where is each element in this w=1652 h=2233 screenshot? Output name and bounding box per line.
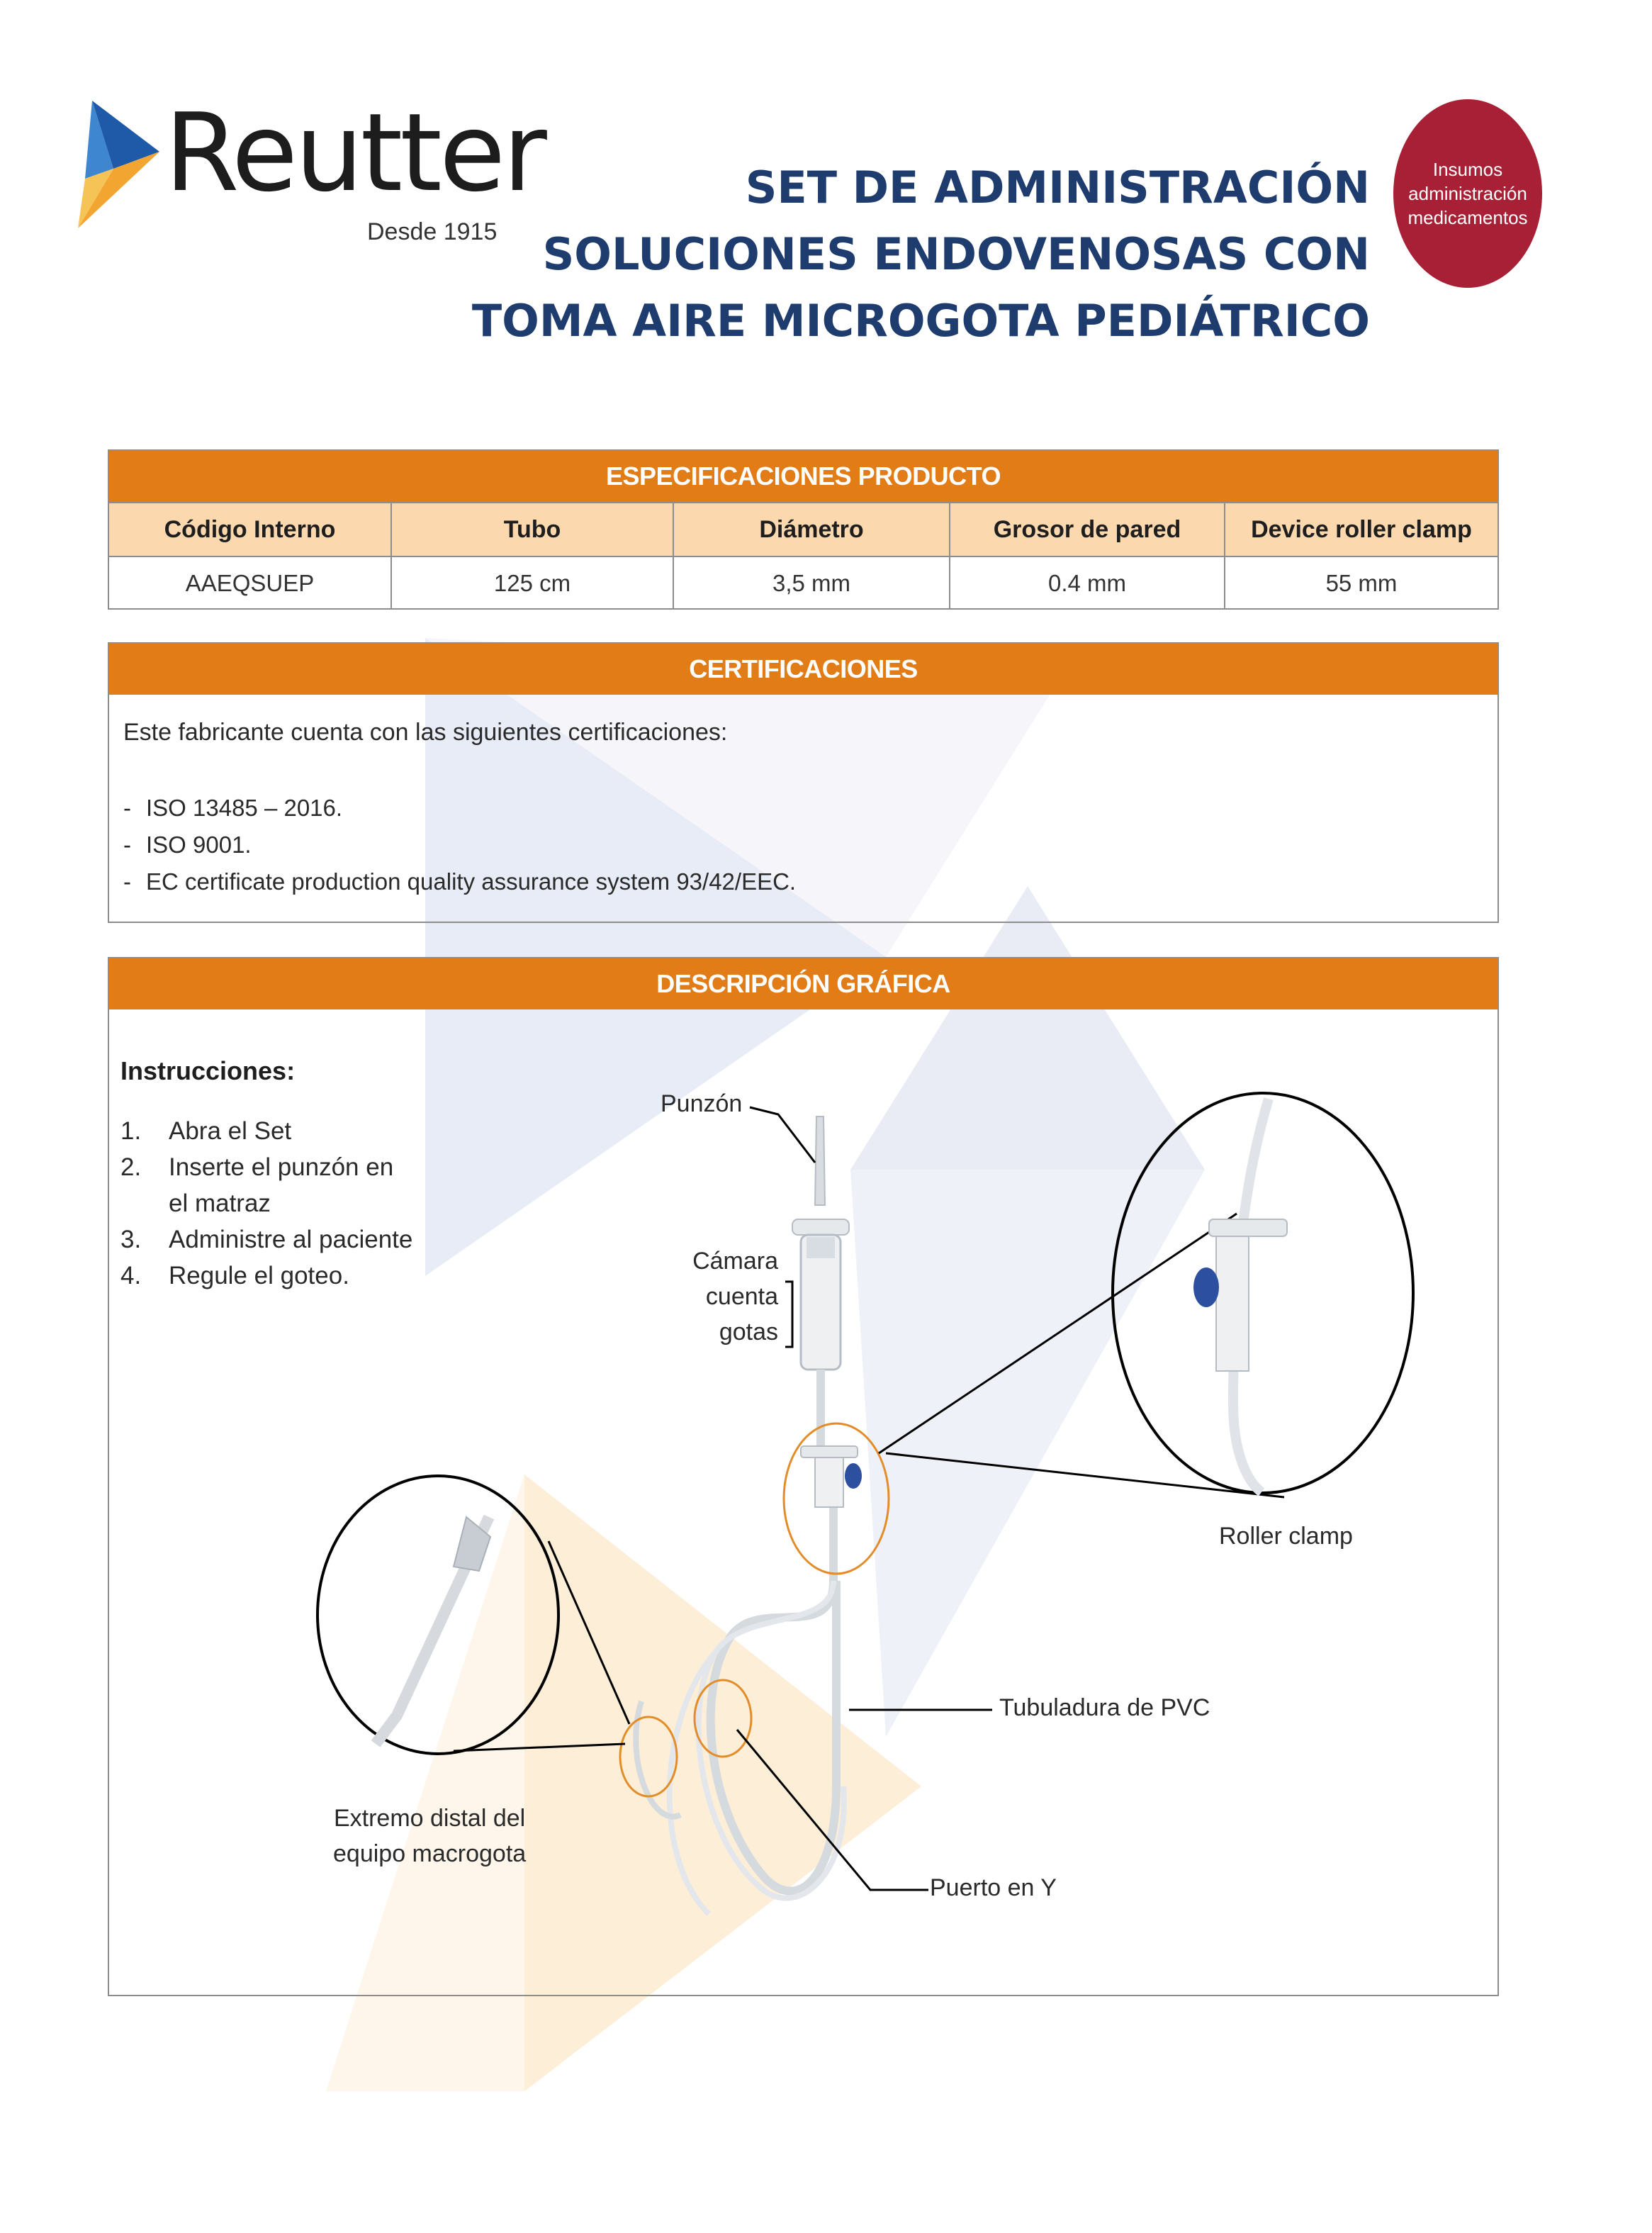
cell-diametro: 3,5 mm <box>673 556 950 610</box>
col-header-codigo: Código Interno <box>109 503 391 556</box>
col-header-diametro: Diámetro <box>673 503 950 556</box>
label-puerto-y: Puerto en Y <box>930 1874 1057 1901</box>
step-text: Abra el Set <box>169 1117 292 1145</box>
col-header-grosor: Grosor de pared <box>950 503 1225 556</box>
certifications-intro: Este fabricante cuenta con las siguientes certificaciones: <box>123 719 728 746</box>
list-item: - ISO 13485 – 2016. <box>123 790 796 827</box>
badge-line: administración <box>1408 183 1527 204</box>
title-line: TOMA AIRE MICROGOTA PEDIÁTRICO <box>471 295 1370 347</box>
step-text: Inserte el punzón en el matraz <box>169 1153 394 1217</box>
label-roller-clamp: Roller clamp <box>1219 1523 1353 1550</box>
label-tubuladura: Tubuladura de PVC <box>999 1694 1210 1721</box>
step-number: 2. <box>120 1153 142 1181</box>
title-line: SET DE ADMINISTRACIÓN <box>745 162 1370 213</box>
label-line: gotas <box>719 1319 778 1345</box>
graphic-title: DESCRIPCIÓN GRÁFICA <box>109 958 1498 1009</box>
label-line: cuenta <box>705 1283 778 1310</box>
step-number: 4. <box>120 1262 142 1289</box>
instructions-title: Instrucciones: <box>120 1056 296 1085</box>
col-header-roller-clamp: Device roller clamp <box>1225 503 1498 556</box>
title-line: SOLUCIONES ENDOVENOSAS CON <box>542 228 1370 280</box>
list-item: - ISO 9001. <box>123 827 796 863</box>
label-camara <box>686 1243 778 1350</box>
label-punzon: Punzón <box>661 1090 743 1117</box>
y-port-highlight <box>695 1680 751 1757</box>
brand-name: Reutter <box>164 90 544 216</box>
label-line: Extremo distal del <box>333 1805 526 1832</box>
step-text: Administre al paciente <box>169 1226 413 1253</box>
distal-end-highlight <box>620 1717 677 1796</box>
roller-clamp-zoom-circle <box>1113 1093 1413 1493</box>
specs-title: ESPECIFICACIONES PRODUCTO <box>109 451 1498 502</box>
step-number: 1. <box>120 1117 142 1145</box>
label-extremo-distal <box>333 1801 526 1871</box>
badge-line: medicamentos <box>1407 207 1528 228</box>
list-item: - EC certificate production quality assurance system 93/42/EEC. <box>123 863 796 900</box>
roller-clamp-illustration <box>801 1446 858 1457</box>
label-line: Cámara <box>692 1248 778 1275</box>
cell-roller-clamp: 55 mm <box>1225 556 1498 610</box>
brand-since: Desde 1915 <box>367 218 498 245</box>
certifications-title: CERTIFICACIONES <box>109 644 1498 695</box>
cell-tubo: 125 cm <box>391 556 673 610</box>
spike-illustration <box>815 1116 825 1205</box>
label-line: equipo macrogota <box>333 1840 527 1867</box>
col-header-tubo: Tubo <box>391 503 673 556</box>
cell-codigo: AAEQSUEP <box>109 556 391 610</box>
step-text: Regule el goteo. <box>169 1262 349 1289</box>
badge-line: Insumos <box>1432 159 1503 180</box>
step-number: 3. <box>120 1226 142 1253</box>
cell-grosor: 0.4 mm <box>950 556 1225 610</box>
drip-chamber-flange <box>792 1219 849 1235</box>
